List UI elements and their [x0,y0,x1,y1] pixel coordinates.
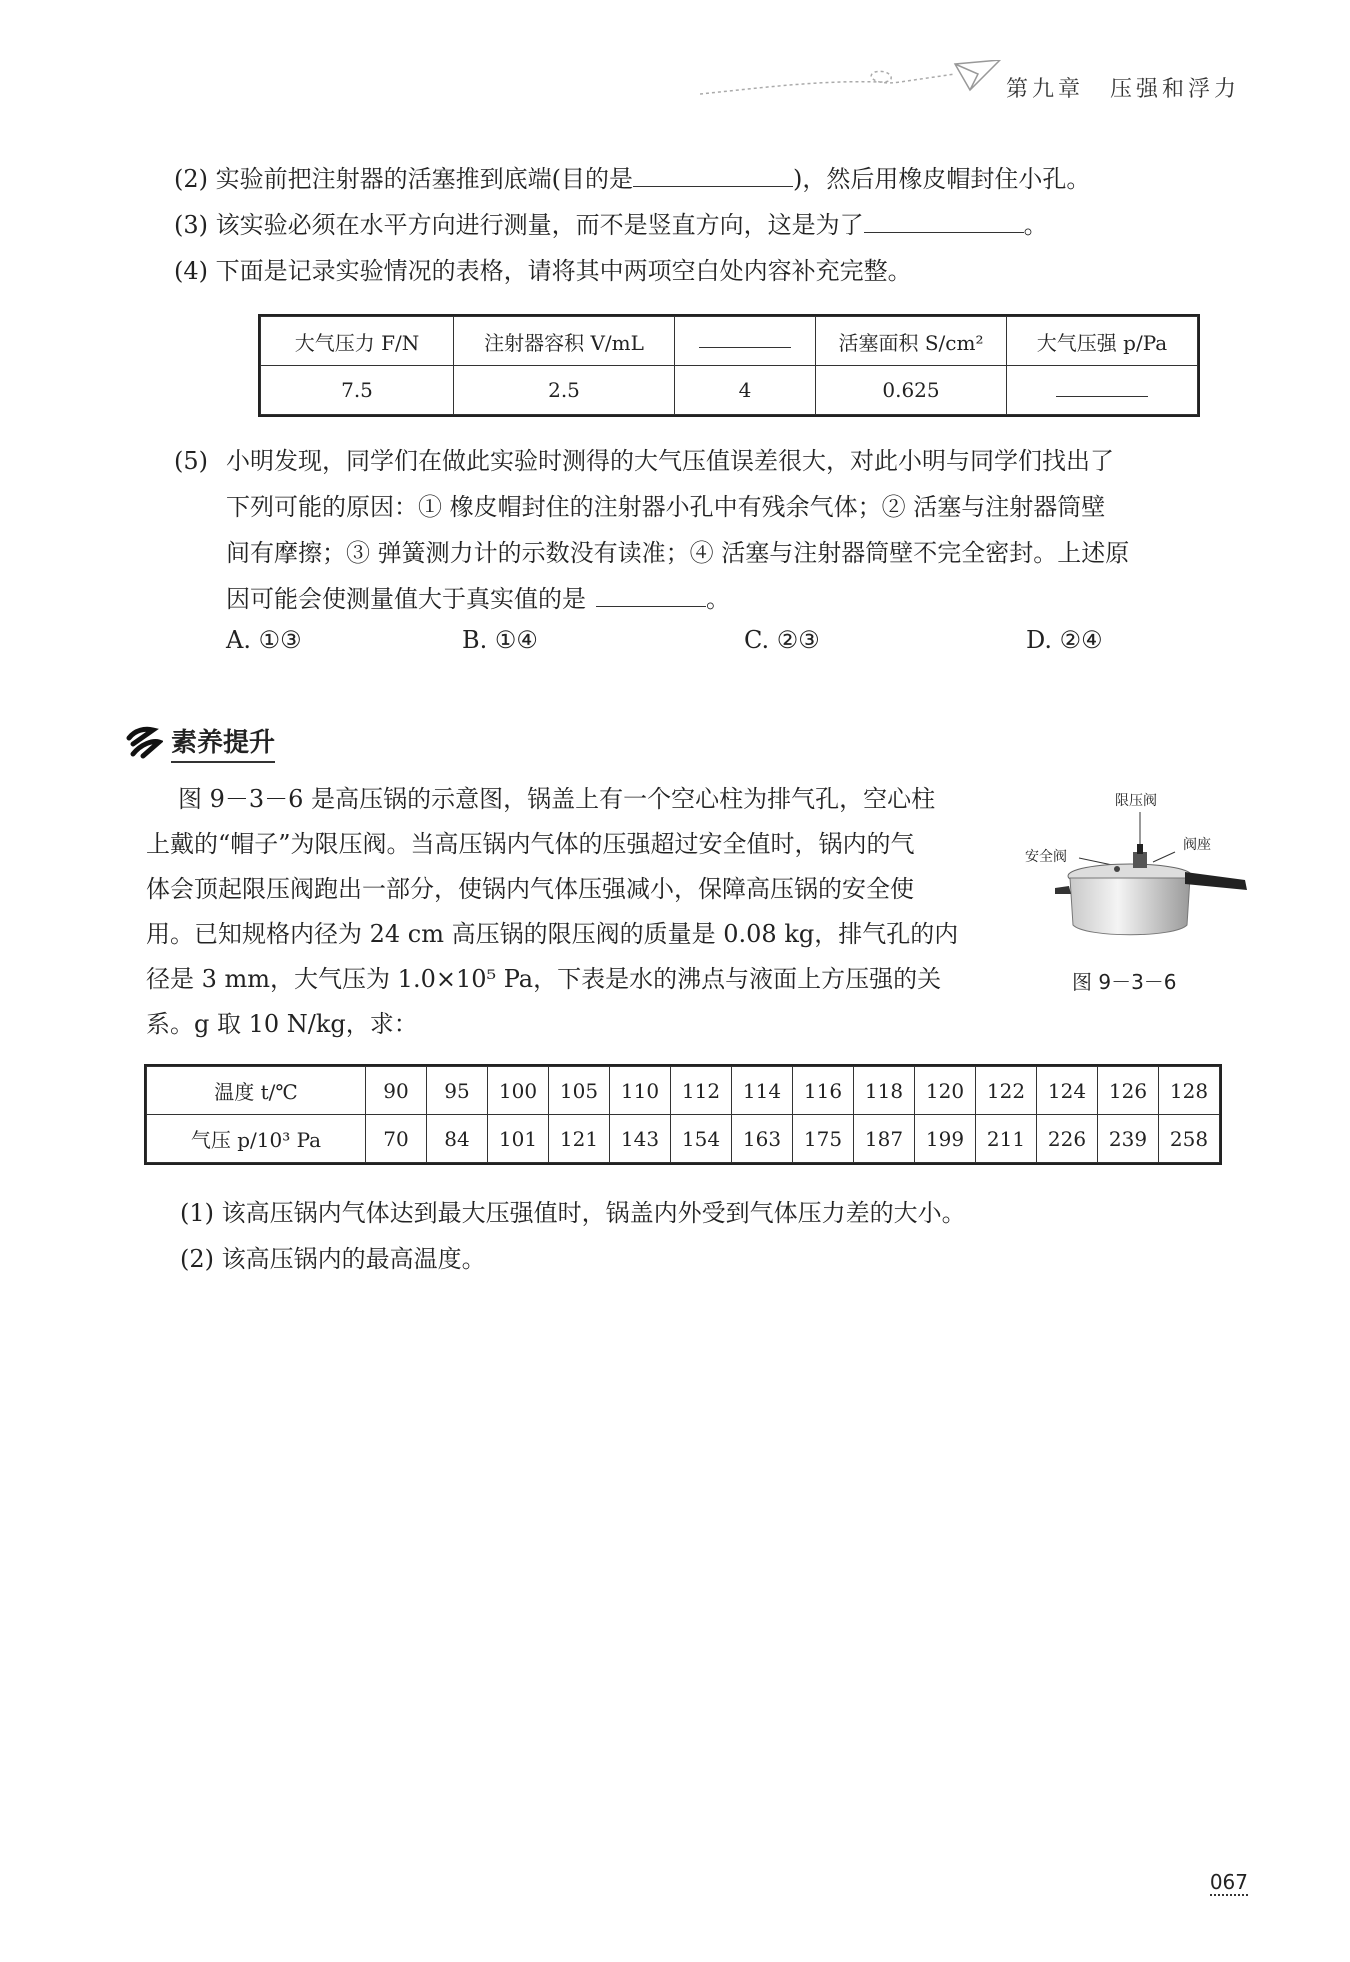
table-header-cell: 大气压力 F/N [261,317,454,366]
pressure-cell: 187 [854,1115,915,1163]
table-header-cell: 大气压强 p/Pa [1007,317,1198,366]
temperature-row [147,1067,1220,1115]
table-header-blank-cell[interactable] [675,317,816,366]
pressure-cell: 143 [610,1115,671,1163]
pressure-cell: 101 [488,1115,549,1163]
experiment-table [260,316,1198,415]
question-2 [174,156,1090,202]
temperature-cell: 112 [671,1067,732,1115]
pressure-cell: 199 [915,1115,976,1163]
table-cell: 7.5 [261,366,454,415]
label-pressure-valve: 限压阀 [1115,793,1157,809]
question-5-line: 下列可能的原因：① 橡皮帽封住的注射器小孔中有残余气体；② 活塞与注射器筒壁 [226,493,1106,521]
table-header-cell: 活塞面积 S/cm² [816,317,1007,366]
question-text-end: 。 [706,585,730,613]
pressure-cell: 154 [671,1115,732,1163]
question-text: 下面是记录实验情况的表格，请将其中两项空白处内容补充完整。 [215,257,912,285]
subquestion-2: (2) 该高压锅内的最高温度。 [180,1245,486,1273]
row-header-pressure: 气压 p/10³ Pa [147,1115,366,1163]
option-d[interactable]: D. ②④ [1026,626,1103,654]
temperature-cell: 116 [793,1067,854,1115]
question-number: (2) [174,165,208,193]
table-cell: 0.625 [816,366,1007,415]
chapter-title: 第九章 压强和浮力 [1005,77,1240,102]
temperature-cell: 105 [549,1067,610,1115]
page-number: 067 [1209,1870,1248,1894]
question-text: 实验前把注射器的活塞推到底端(目的是 [215,165,634,193]
table-blank-cell[interactable] [1007,366,1198,415]
question-5-line [226,576,730,622]
label-valve-seat: 阀座 [1183,837,1211,853]
question-4 [174,248,912,294]
temperature-cell: 122 [976,1067,1037,1115]
temperature-cell: 90 [366,1067,427,1115]
question-5-number: (5) [174,447,208,475]
pressure-cell: 84 [427,1115,488,1163]
temperature-cell: 118 [854,1067,915,1115]
answer-blank[interactable] [633,158,793,187]
option-b[interactable]: B. ①④ [462,626,538,654]
table-cell: 2.5 [454,366,675,415]
answer-blank[interactable] [864,204,1024,233]
section-title: 素养提升 [171,722,275,763]
pressure-row [147,1115,1220,1163]
answer-blank[interactable] [596,578,706,607]
row-header-temperature: 温度 t/℃ [147,1067,366,1115]
temperature-cell: 126 [1098,1067,1159,1115]
subquestion-1: (1) 该高压锅内气体达到最大压强值时，锅盖内外受到气体压力差的大小。 [180,1199,966,1227]
question-number: (4) [174,257,208,285]
question-text: 因可能会使测量值大于真实值的是 [226,585,586,613]
question-text-end: 。 [1023,211,1048,239]
question-text-end: )，然后用橡皮帽封住小孔。 [793,165,1091,193]
table-cell: 4 [675,366,816,415]
pressure-cell: 121 [549,1115,610,1163]
problem-line: 上戴的“帽子”为限压阀。当高压锅内气体的压强超过安全值时，锅内的气 [146,830,915,858]
table-header-cell: 注射器容积 V/mL [454,317,675,366]
question-3 [174,202,1048,248]
answer-blank[interactable] [1056,378,1148,397]
pressure-cell: 163 [732,1115,793,1163]
temperature-cell: 95 [427,1067,488,1115]
temperature-cell: 124 [1037,1067,1098,1115]
option-a[interactable]: A. ①③ [226,626,302,654]
label-safety-valve: 安全阀 [1025,849,1067,865]
problem-line: 用。已知规格内径为 24 cm 高压锅的限压阀的质量是 0.08 kg，排气孔的内 [146,920,959,948]
question-text: 该实验必须在水平方向进行测量，而不是竖直方向，这是为了 [215,211,864,239]
question-5-line: 间有摩擦；③ 弹簧测力计的示数没有读准；④ 活塞与注射器筒壁不完全密封。上述原 [226,539,1130,567]
temperature-cell: 120 [915,1067,976,1115]
problem-line: 径是 3 mm，大气压为 1.0×10⁵ Pa，下表是水的沸点与液面上方压强的关 [146,965,942,993]
temperature-cell: 128 [1159,1067,1220,1115]
option-c[interactable]: C. ②③ [744,626,820,654]
pressure-cell: 70 [366,1115,427,1163]
answer-blank[interactable] [699,329,791,348]
boiling-point-table [146,1066,1220,1163]
pressure-cell: 258 [1159,1115,1220,1163]
table-header-row [261,317,1198,366]
pressure-cell: 175 [793,1115,854,1163]
pressure-cooker-figure [1025,790,1255,990]
question-5-line: 小明发现，同学们在做此实验时测得的大气压值误差很大，对此小明与同学们找出了 [226,447,1114,475]
temperature-cell: 110 [610,1067,671,1115]
section-badge-icon [125,726,163,760]
pressure-cell: 211 [976,1115,1037,1163]
pressure-cell: 239 [1098,1115,1159,1163]
question-number: (3) [174,211,208,239]
pressure-cooker-icon [1025,790,1255,950]
table-row [261,366,1198,415]
problem-line: 体会顶起限压阀跑出一部分，使锅内气体压强减小，保障高压锅的安全使 [146,875,914,903]
section-heading [125,722,275,763]
problem-line: 图 9－3－6 是高压锅的示意图，锅盖上有一个空心柱为排气孔，空心柱 [178,785,936,813]
temperature-cell: 100 [488,1067,549,1115]
temperature-cell: 114 [732,1067,793,1115]
paper-plane-decoration [700,60,1020,110]
figure-caption: 图 9－3－6 [1072,970,1177,994]
pressure-cell: 226 [1037,1115,1098,1163]
problem-line: 系。g 取 10 N/kg，求： [146,1010,418,1038]
